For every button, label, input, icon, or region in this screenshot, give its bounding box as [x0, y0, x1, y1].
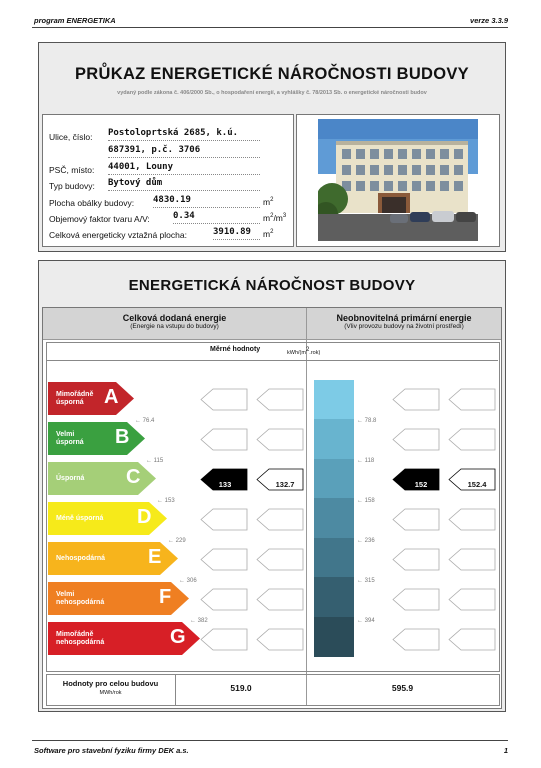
- energy-class-name: Mimořádně nehospodárná: [56, 631, 105, 646]
- value-slot: [257, 429, 303, 450]
- street-label: Ulice, číslo:: [49, 132, 93, 142]
- specific-values-unit: kWh/(m2.rok): [287, 347, 321, 356]
- value-slot: [393, 429, 439, 450]
- dotted-line: [173, 223, 260, 224]
- value-slot: [257, 509, 303, 530]
- area-label: Plocha obálky budovy:: [49, 198, 135, 208]
- value-slot: [393, 389, 439, 410]
- energy-class-name: Mimořádně úsporná: [56, 391, 94, 406]
- factor-label: Objemový faktor tvaru A/V:: [49, 214, 150, 224]
- rating-panel: [38, 260, 506, 712]
- class-boundary-value: ← 236: [357, 538, 375, 544]
- primary-total: 595.9: [391, 683, 414, 693]
- energy-class-name: Velmi úsporná: [56, 431, 84, 446]
- dotted-line: [108, 190, 260, 191]
- value-slot: [449, 589, 495, 610]
- value-slot: [449, 429, 495, 450]
- building-info-box: [42, 114, 294, 247]
- value-slot: [257, 589, 303, 610]
- delivered-energy-header: Celková dodaná energie (Energie na vstupu do budovy): [122, 313, 227, 330]
- class-boundary-value: ← 229: [168, 538, 186, 544]
- version-label: verze 3.3.9: [470, 16, 508, 25]
- specific-values-label: Měrné hodnoty: [210, 346, 261, 353]
- rating-title: ENERGETICKÁ NÁROČNOST BUDOVY: [128, 277, 416, 294]
- rating-table: [42, 307, 502, 709]
- page-number: 1: [503, 746, 508, 755]
- reference-area-unit: $m^2$: [263, 229, 274, 239]
- value-slot: [449, 509, 495, 530]
- dotted-line: [108, 174, 260, 175]
- primary-reference-value: 152.4: [467, 480, 487, 489]
- street-value-1: Postoloprtská 2685, k.ú.: [108, 128, 239, 138]
- value-slot: [201, 389, 247, 410]
- primary-value: 152: [414, 480, 428, 489]
- value-slot: [449, 389, 495, 410]
- energy-class-letter: C: [126, 466, 141, 488]
- zip-label: PSČ, místo:: [49, 165, 95, 175]
- class-boundary-value: ← 153: [157, 498, 175, 504]
- delivered-reference-value: 132.7: [275, 480, 295, 489]
- value-slot: [449, 629, 495, 650]
- class-boundary-value: ← 315: [357, 578, 375, 584]
- certificate-subtitle: vydaný podle zákona č. 406/2000 Sb., o hospodaření energií, a vyhlášky č. 78/2013 Sb. o energetické náročnosti budov: [117, 90, 427, 96]
- empty-value-slots: [43, 308, 501, 708]
- certificate-title: PRŮKAZ ENERGETICKÉ NÁROČNOSTI BUDOVY: [75, 65, 469, 83]
- energy-class-letter: D: [137, 506, 152, 528]
- totals-label: Hodnoty pro celou budovu: [62, 679, 159, 688]
- value-slot: [393, 549, 439, 570]
- area-value: 4830.19: [153, 195, 191, 205]
- energy-class-name: Nehospodárná: [56, 555, 106, 562]
- value-slot: [201, 509, 247, 530]
- energy-class-name: Velmi nehospodárná: [56, 591, 105, 606]
- value-slot: [393, 589, 439, 610]
- zip-value: 44001, Louny: [108, 162, 174, 172]
- building-photo-frame: [296, 114, 500, 247]
- class-boundary-value: ← 78.8: [357, 418, 377, 424]
- street-value-2: 687391, p.č. 3706: [108, 145, 201, 155]
- class-boundary-value: ← 382: [190, 618, 208, 624]
- factor-unit: $m^2/m^3$: [263, 213, 287, 223]
- delivered-value: 133: [218, 480, 232, 489]
- totals-unit: MWh/rok: [99, 690, 122, 696]
- class-boundary-value: ← 306: [179, 578, 197, 584]
- building-photo: [318, 119, 478, 241]
- area-unit: $m^2$: [263, 197, 274, 207]
- dotted-line: [108, 157, 260, 158]
- value-slot: [449, 549, 495, 570]
- class-boundary-value: ← 115: [146, 458, 164, 464]
- value-slot: [393, 629, 439, 650]
- energy-class-letter: E: [148, 546, 162, 568]
- value-slot: [393, 509, 439, 530]
- certificate-panel: [38, 42, 506, 252]
- value-slot: [201, 549, 247, 570]
- energy-class-letter: F: [159, 586, 172, 608]
- energy-class-name: Méně úsporná: [56, 515, 104, 522]
- energy-class-letter: B: [115, 426, 130, 448]
- header-rule: [32, 27, 508, 28]
- software-credit: Software pro stavební fyziku firmy DEK a.s.: [34, 746, 189, 755]
- energy-class-letter: A: [104, 386, 119, 408]
- energy-class-name: Úsporná: [56, 475, 85, 482]
- dotted-line: [213, 239, 260, 240]
- energy-class-letter: G: [170, 626, 186, 648]
- value-slot: [201, 629, 247, 650]
- type-label: Typ budovy:: [49, 181, 95, 191]
- class-boundary-value: ← 394: [357, 618, 375, 624]
- reference-area-value: 3910.89: [213, 227, 251, 237]
- program-name: program ENERGETIKA: [34, 16, 116, 25]
- delivered-total: 519.0: [230, 683, 252, 693]
- footer-rule: [32, 740, 508, 741]
- class-boundary-value: ← 76.4: [135, 418, 155, 424]
- value-slot: [257, 549, 303, 570]
- value-slot: [257, 389, 303, 410]
- class-boundary-value: ← 158: [357, 498, 375, 504]
- dotted-line: [108, 140, 260, 141]
- reference-area-label: Celková energeticky vztažná plocha:: [49, 230, 187, 240]
- type-value: Bytový dům: [108, 178, 163, 188]
- value-slot: [201, 429, 247, 450]
- value-slot: [257, 629, 303, 650]
- primary-energy-header: Neobnovitelná primární energie (Vliv provozu budovy na životní prostředí): [336, 313, 472, 330]
- factor-value: 0.34: [173, 211, 195, 221]
- dotted-line: [153, 207, 260, 208]
- value-slot: [201, 589, 247, 610]
- class-boundary-value: ← 118: [357, 458, 375, 464]
